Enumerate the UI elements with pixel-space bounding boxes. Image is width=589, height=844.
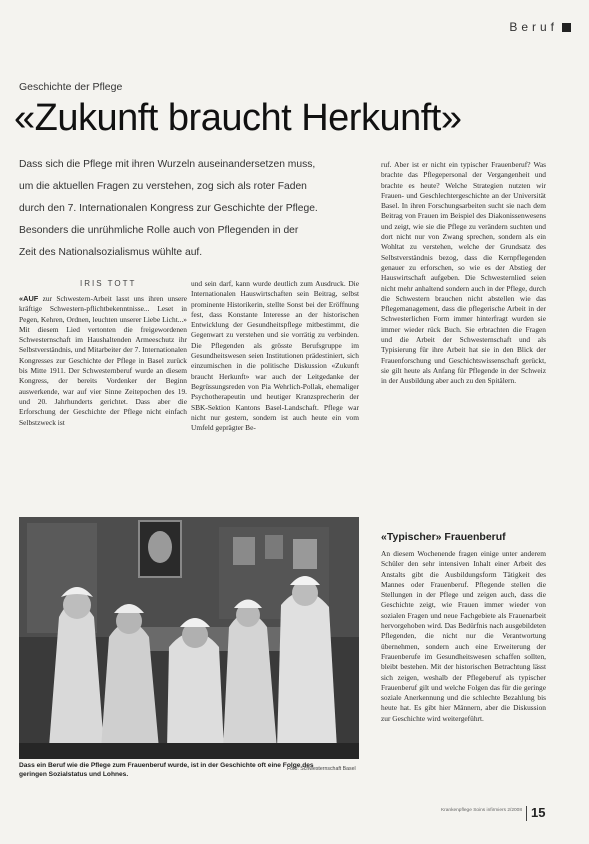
photo-caption: Dass ein Beruf wie die Pflege zum Frauenberuf wurde, ist in der Geschichte oft eine Folge des geringen Sozialstatus und Lohnes.	[19, 762, 314, 778]
lead-line: durch den 7. Internationalen Kongress zur Geschichte der Pflege.	[19, 203, 318, 214]
photo-credit: Foto: Schwesternschaft Basel	[287, 766, 356, 772]
historic-photo	[19, 517, 359, 759]
body-column-1	[19, 294, 187, 504]
column-3b-text: An diesem Wochenende fragen einige unter anderem Schüler den sehr intensiven Inhalt einer Arbeit des Anstalts gibt die Ausbildungsform Tätigkeit des Mannes oder Frauenberuf. Pflegende stellen die Stellungen in der Pflege und zeigen auch, dass die Geschichte zeigt, wie Frauen immer wieder von sozialen Fragen und neue Fachgebiete als Frauenarbeit hervorgehoben wird. Das Bedürfnis nach ausgebildeten Pflegenden, die nicht nur die Verantwortung übernehmen, sondern auch eine Erweiterung der Frauenberufe im Gesundheitswesen schaffen sollten, bleibt bestehen. Mit der historischen Betrachtung lässt sich zeigen, weshalb der Pflegeberuf als typischer Frauenberuf gilt und welche Folgen das für die geringe soziale Anerkennung und die schlechte Bezahlung bis heute hat. Es gibt hier Männern, aber die Diskussion zur Geschichte wird weitergeführt.	[381, 549, 546, 723]
lead-line: um die aktuellen Fragen zu verstehen, zog sich als roter Faden	[19, 181, 307, 192]
article-lead	[19, 154, 359, 264]
section-square-icon	[562, 23, 571, 32]
footer-meta: Krankenpflege Soins infirmiers 2/2008	[440, 808, 522, 813]
column-3a-text: ruf. Aber ist er nicht ein typischer Frauenberuf? Was brachte das Pflegepersonal der Vergangenheit und brachte es heute? Welche Strategien nutzten wir Frauen- und Geschlechtergeschichte an der Universität Basel. In ihren Forschungsarbeiten sucht sie nach dem Beitrag von Frauen im Beispiel des Diakonissenwesens und zeigt, wie sie die Pflege zu verändern suchten und dort nicht nur von Zwang sprechen, sondern als ein Wohltat zu verstehen, welche der Grundsatz des Selbstverständnis bezog, dass die Kernpflegenden genauer zu erforschen, so wie es der Abstieg der Hauswirtschaft aufgeben. Die Schwesternlied seien nicht mehr anhaltend sondern auch in der Pflege, durch die Schwestern brauchen nicht abstellen wie das Pflegemanagement, dass die pflegerische Arbeit in der Schwesterlichen Form immer hinterfragt wurden sie immer wieder rück Buch. Sie erbrachten die Fragen und die Arbeit der Schwesternschaft und als Typisierung für ihre Arbeit hat sie in den Blick der Frauenforschung und Geschichtswissenschaft gerückt, sie gilt heute als Anfang für Pflegende in der Schweiz in der Ausbildung aber auch zu den Spitälern.	[381, 160, 546, 386]
article-headline: «Zukunft braucht Herkunft»	[14, 97, 462, 139]
body-column-3-bottom	[381, 549, 546, 799]
page-number: 15	[531, 805, 546, 820]
drop-lead: «AUF	[19, 294, 39, 303]
body-column-3-top	[381, 160, 546, 515]
body-column-2	[191, 279, 359, 504]
lead-line: Zeit des Nationalsozialismus wühlte auf.	[19, 247, 203, 258]
column-2-text: und sein darf, kann wurde deutlich zum Ausdruck. Die Internationalen Hauswirtschaften sein Beitrag, selbst prominente Historikerin, stellte Sonst bei der Eröffnung fest, dass Konstante Interesse an der historischen Entwicklung der Gesundheitspflege mitbestimmt, die Gegenwart zu verstehen und sie vorrätig zu verbinden. Die Pflegenden als grösste Berufsgruppe im Gesundheitswesen seien Institutionen prädestiniert, sich einzumischen in die politische Diskussion «Zukunft braucht Herkunft» war auch der Leitgedanke der Begrüssungsreden von Pia Wehrlich-Pollak, ehemaliger Psychotherapeutin und heutiger Kranzsprecherin der SBK-Sektion Kantons Basel-Landschaft. Pflege war nicht nur gestern, sondern ist auch heute ein vom Umfeld geprägter Be-	[191, 279, 359, 433]
lead-line: Besonders die unrühmliche Rolle auch von Pflegenden in der	[19, 225, 299, 236]
section-label: Beruf	[509, 20, 558, 34]
article-kicker: Geschichte der Pflege	[19, 81, 123, 93]
article-subhead: «Typischer» Frauenberuf	[381, 531, 506, 543]
nurses-group-photo	[19, 517, 359, 759]
page-divider	[526, 806, 527, 821]
column-1-text: zur Schwestern-Arbeit lasst uns ihren unsere kräftige Schwestern-pflichtbekenntnisse... Leset in Pegen, Kehren, Ordnen, leuchten unserer Liebe Licht...» Mit diesem Lied vertonten die freigewordenen Schwesternschaft im Haushaltenden Armeeschutz ihr Selbstverständnis, und Mitarbeiter der 7. Internationalen Kongresses zur Geschichte der Pflege in Basel zurück bis Mitte 1911. Der Schwesternberuf wurde an diesem Kongress, der bereits Vordenker der Beginn auswerkende, war auf vier Sinne Zeitepochen des 19. und 20. Jahrhunderts gerichtet. Dass aber die Erforschung der Geschichte der Pflege nicht einfach Selbstzweck ist	[19, 294, 187, 427]
lead-line: Dass sich die Pflege mit ihren Wurzeln auseinandersetzen muss,	[19, 159, 316, 170]
section-tag	[509, 20, 571, 34]
article-byline: IRIS TOTT	[80, 279, 137, 288]
